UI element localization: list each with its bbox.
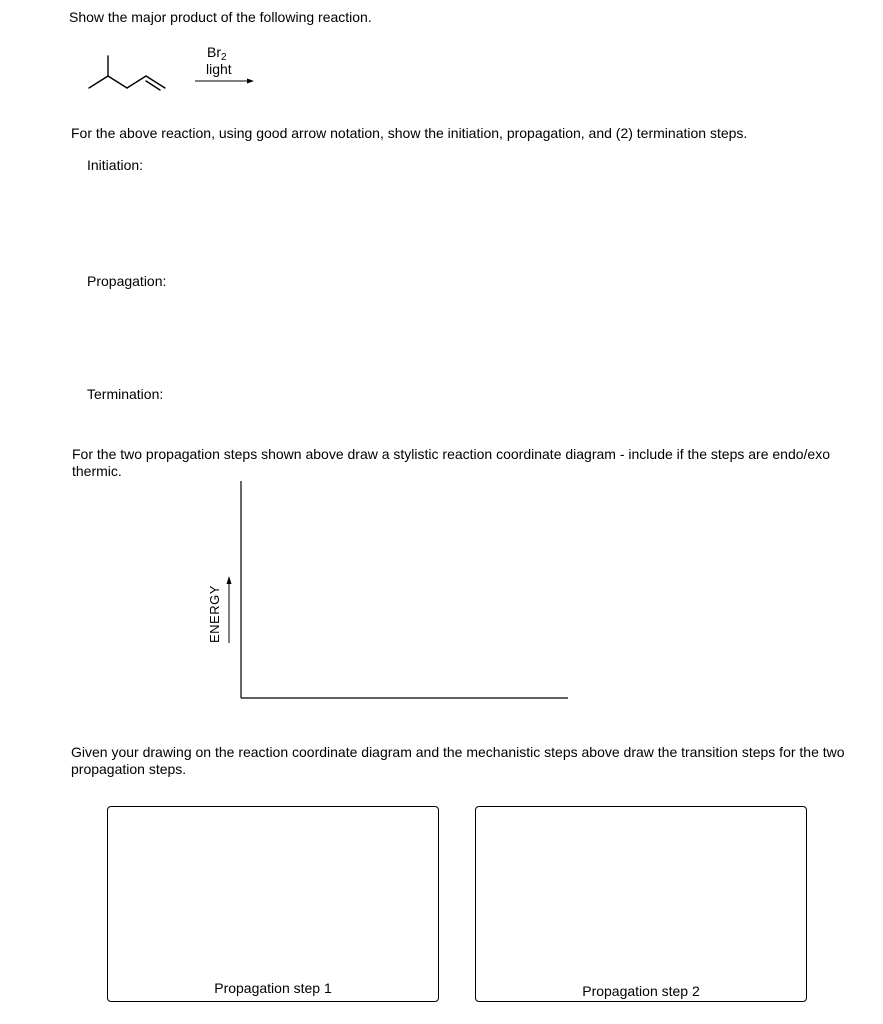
energy-arrow-head bbox=[227, 576, 232, 584]
propagation-step-1-label: Propagation step 1 bbox=[214, 980, 332, 996]
double-bond-a bbox=[146, 76, 165, 88]
question-4-prompt: Given your drawing on the reaction coordinate diagram and the mechanistic steps above draw the transition steps for the two propagation steps. bbox=[71, 744, 845, 777]
initiation-label: Initiation: bbox=[87, 157, 144, 173]
question-2-prompt: For the above reaction, using good arrow notation, show the initiation, propagation, and (2) termination steps. bbox=[71, 125, 748, 141]
allyl-bond bbox=[127, 76, 146, 88]
propagation-step-2-label: Propagation step 2 bbox=[582, 983, 700, 999]
propagation-label: Propagation: bbox=[87, 273, 167, 289]
chain-bond bbox=[108, 76, 127, 88]
reaction-arrow-head bbox=[247, 79, 254, 84]
propagation-step-1-box[interactable] bbox=[107, 806, 439, 1002]
question-3-prompt: For the two propagation steps shown above draw a stylistic reaction coordinate diagram - include if the steps are endo/exo thermic. bbox=[72, 446, 830, 479]
energy-axis-label: ENERGY bbox=[207, 585, 222, 643]
double-bond-b bbox=[146, 81, 160, 90]
propagation-step-2-box[interactable] bbox=[475, 806, 807, 1002]
termination-label: Termination: bbox=[87, 386, 164, 402]
question-1-prompt: Show the major product of the following reaction. bbox=[69, 9, 372, 25]
reaction-condition: light bbox=[206, 61, 232, 77]
methyl-bond-left bbox=[89, 76, 108, 88]
reagent-bromine: $Br_2$ bbox=[207, 44, 227, 63]
